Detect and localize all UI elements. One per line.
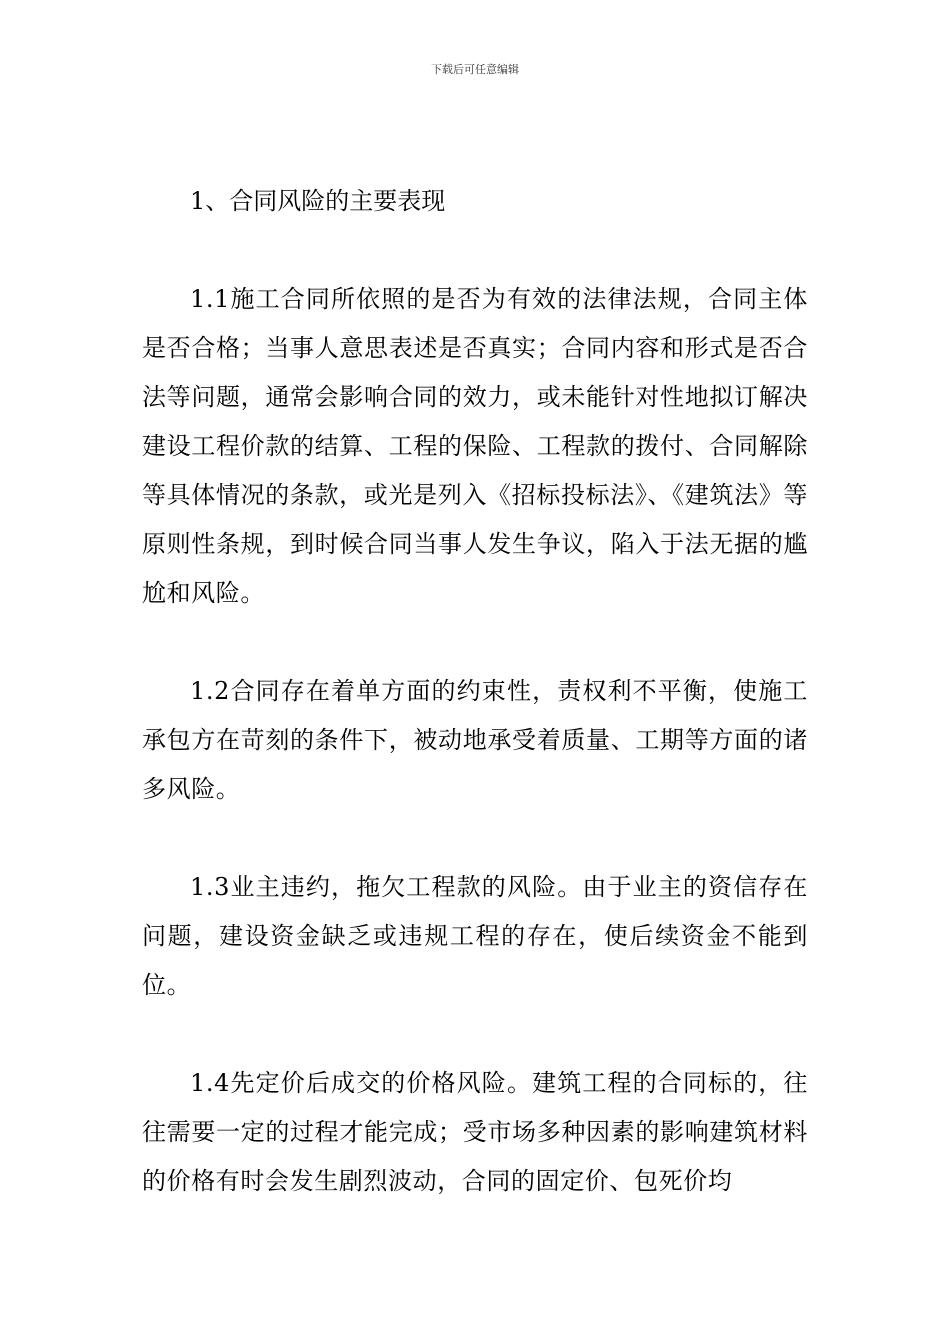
paragraph-gap [142, 226, 808, 275]
document-body [142, 177, 808, 1206]
paragraph-1-1: 1.1施工合同所依照的是否为有效的法律法规，合同主体是否合格；当事人意思表述是否真实；合同内容和形式是否合法等问题，通常会影响合同的效力，或未能针对性地拟订解决建设工程价款的结算、工程的保险、工程款的拨付、合同解除等具体情况的条款，或光是列入《招标投标法》、《建筑法》等原则性条规，到时候合同当事人发生争议，陷入于法无据的尴尬和风险。 [142, 285, 808, 607]
paragraph-1-2: 1.2合同存在着单方面的约束性，责权利不平衡，使施工承包方在苛刻的条件下，被动地承受着质量、工期等方面的诸多风险。 [142, 677, 808, 803]
page-header: 下载后可任意编辑 [431, 63, 519, 76]
section-heading: 1、合同风险的主要表现 [190, 187, 446, 215]
paragraph-gap [142, 814, 808, 863]
paragraph-1-4: 1.4先定价后成交的价格风险。建筑工程的合同标的，往往需要一定的过程才能完成；受市场多种因素的影响建筑材料的价格有时会发生剧烈波动，合同的固定价、包死价均 [142, 1069, 808, 1195]
paragraph-gap [142, 1010, 808, 1059]
paragraph-gap [142, 618, 808, 667]
paragraph-1-3: 1.3业主违约，拖欠工程款的风险。由于业主的资信存在问题，建设资金缺乏或违规工程的存在，使后续资金不能到位。 [142, 873, 808, 999]
